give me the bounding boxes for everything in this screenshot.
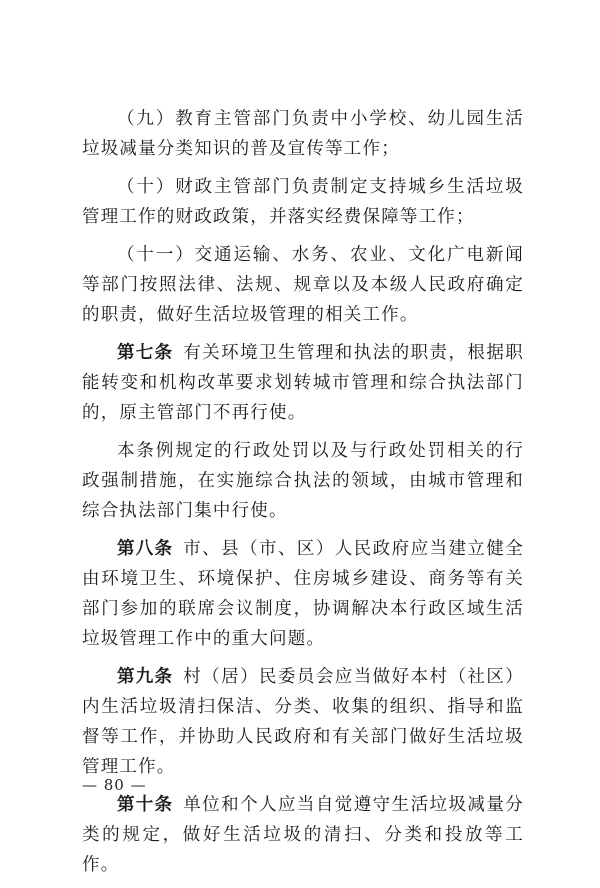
article-heading: 第九条 [117, 667, 174, 687]
article-heading: 第十条 [117, 795, 174, 815]
article-heading: 第七条 [117, 343, 174, 363]
paragraph-item-11 [82, 240, 524, 330]
paragraph-text: 本条例规定的行政处罚以及与行政处罚相关的行政强制措施，在实施综合执法的领域，由城市管理和综合执法部门集中行使。 [82, 441, 524, 521]
paragraph-text: （九）教育主管部门负责中小学校、幼儿园生活垃圾减量分类知识的普及宣传等工作； [82, 109, 524, 159]
paragraph-item-10 [82, 172, 524, 232]
paragraph-text: 单位和个人应当自觉遵守生活垃圾减量分类的规定，做好生活垃圾的清扫、分类和投放等工作。 [82, 795, 524, 875]
paragraph-text: （十）财政主管部门负责制定支持城乡生活垃圾管理工作的财政政策，并落实经费保障等工作； [82, 177, 524, 227]
page-number: — 80 — [82, 776, 147, 794]
paragraph-text: 村（居）民委员会应当做好本村（社区）内生活垃圾清扫保洁、分类、收集的组织、指导和监督等工作，并协助人民政府和有关部门做好生活垃圾管理工作。 [82, 667, 524, 777]
article-8 [82, 534, 524, 654]
article-7 [82, 338, 524, 428]
paragraph-item-9 [82, 104, 524, 164]
document-body [82, 104, 524, 888]
paragraph-text: （十一）交通运输、水务、农业、文化广电新闻等部门按照法律、法规、规章以及本级人民政府确定的职责，做好生活垃圾管理的相关工作。 [82, 245, 524, 325]
article-heading: 第八条 [117, 539, 174, 559]
paragraph-text: 市、县（市、区）人民政府应当建立健全由环境卫生、环境保护、住房城乡建设、商务等有关部门参加的联席会议制度，协调解决本行政区域生活垃圾管理工作中的重大问题。 [82, 539, 524, 649]
article-9 [82, 662, 524, 782]
article-10 [82, 790, 524, 880]
article-7-paragraph-2 [82, 436, 524, 526]
paragraph-text: 有关环境卫生管理和执法的职责，根据职能转变和机构改革要求划转城市管理和综合执法部门的，原主管部门不再行使。 [82, 343, 524, 423]
